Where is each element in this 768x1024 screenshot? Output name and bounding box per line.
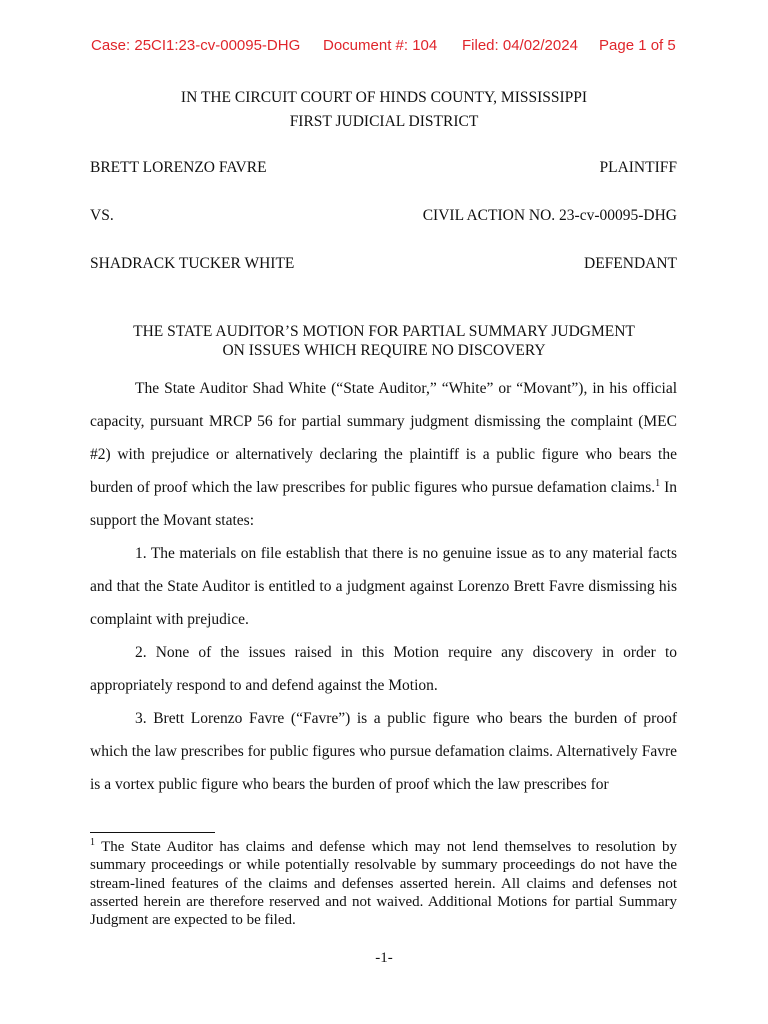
footnote-ref[interactable]: 1 bbox=[655, 477, 661, 489]
filed-date: Filed: 04/02/2024 bbox=[462, 37, 578, 54]
versus: VS. bbox=[90, 207, 114, 224]
page-count: Page 1 of 5 bbox=[599, 37, 676, 54]
plaintiff-name: BRETT LORENZO FAVRE bbox=[90, 159, 267, 176]
footnote-divider bbox=[90, 832, 215, 833]
plaintiff-label: PLAINTIFF bbox=[599, 159, 677, 176]
court-district: FIRST JUDICIAL DISTRICT bbox=[289, 113, 479, 130]
motion-title bbox=[0, 322, 768, 360]
document-number: Document #: 104 bbox=[323, 37, 438, 54]
paragraph-3: 3. Brett Lorenzo Favre (“Favre”) is a public figure who bears the burden of proof which the law prescribes for public figures who pursue defamation claims. Alternatively Favre is a vortex public figure who bears the burden of proof which the law prescribes for bbox=[90, 710, 677, 793]
court-name: IN THE CIRCUIT COURT OF HINDS COUNTY, MISSISSIPPI bbox=[180, 89, 588, 106]
intro-paragraph bbox=[90, 372, 677, 537]
footnote bbox=[90, 838, 677, 929]
motion-title-line1: THE STATE AUDITOR’S MOTION FOR PARTIAL SUMMARY JUDGMENT bbox=[133, 323, 635, 340]
intro-text: The State Auditor Shad White (“State Auditor,” “White” or “Movant”), in his official capacity, pursuant MRCP 56 for partial summary judgment dismissing the complaint (MEC #2) with prejudice or alternatively declaring the plaintiff is a public figure who bears the burden of proof which the law prescribes for public figures who pursue defamation claims. bbox=[90, 380, 677, 496]
caption-defendant-row bbox=[90, 255, 677, 273]
motion-title-line2: ON ISSUES WHICH REQUIRE NO DISCOVERY bbox=[222, 342, 546, 359]
motion-body bbox=[90, 372, 677, 801]
intro-tail: In support the Movant states: bbox=[90, 479, 677, 529]
defendant-name: SHADRACK TUCKER WHITE bbox=[90, 255, 295, 272]
caption-vs-row bbox=[90, 207, 677, 225]
defendant-label: DEFENDANT bbox=[584, 255, 677, 272]
paragraph-2: 2. None of the issues raised in this Motion require any discovery in order to appropriately respond to and defend against the Motion. bbox=[90, 644, 677, 694]
case-number: Case: 25CI1:23-cv-00095-DHG bbox=[91, 37, 301, 54]
footnote-text: The State Auditor has claims and defense which may not lend themselves to resolution by summary proceedings or while potentially resolvable by summary proceedings do not have the stream-lined features of the claims and defenses asserted herein. All claims and defenses not asserted herein are therefore reserved and not waived. Additional Motions for partial Summary Judgment are expected to be filed. bbox=[90, 839, 677, 929]
page-number: -1- bbox=[375, 950, 393, 966]
civil-action-number: CIVIL ACTION NO. 23-cv-00095-DHG bbox=[422, 207, 677, 224]
footnote-marker: 1 bbox=[90, 837, 95, 848]
caption-plaintiff-row bbox=[90, 159, 677, 177]
paragraph-1: 1. The materials on file establish that there is no genuine issue as to any material facts and that the State Auditor is entitled to a judgment against Lorenzo Brett Favre dismissing his complaint with prejudice. bbox=[90, 545, 677, 628]
